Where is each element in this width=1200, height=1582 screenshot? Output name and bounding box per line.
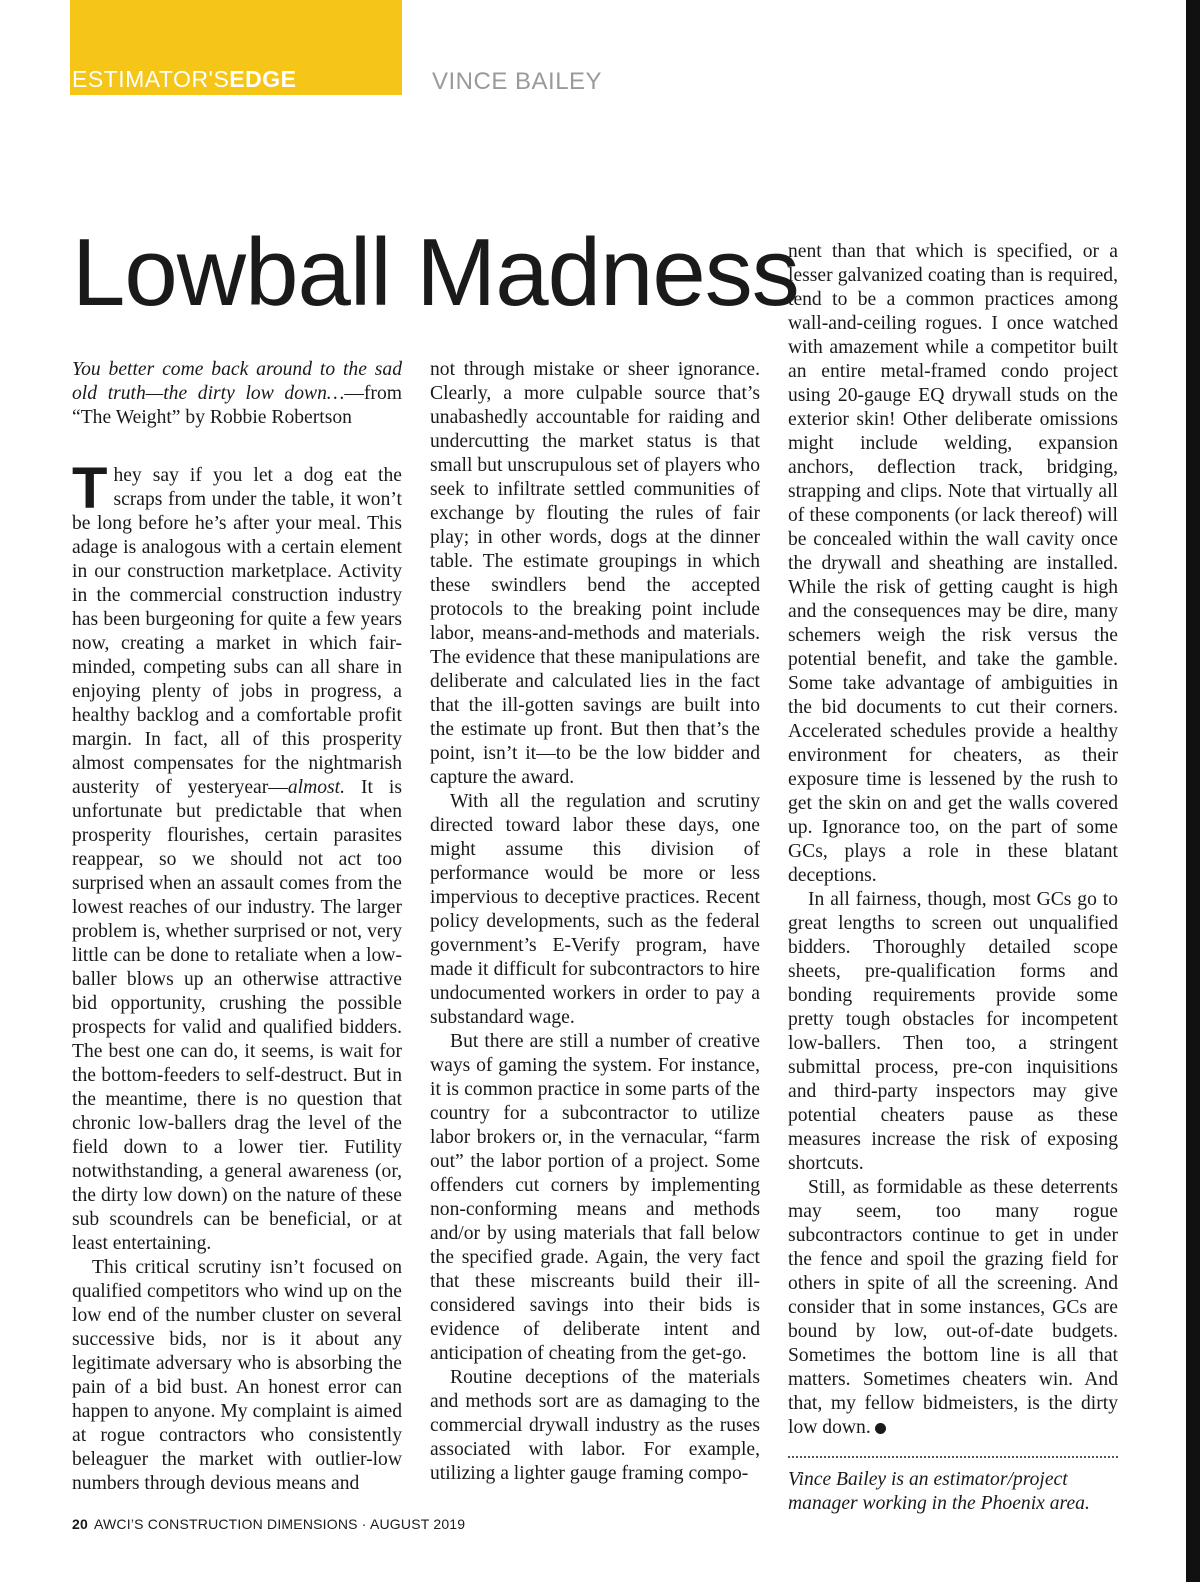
epigraph-attribution: —from “The Weight” by Robbie Robertson [72, 383, 402, 428]
publication-info: AWCI’S CONSTRUCTION DIMENSIONS · AUGUST 2019 [93, 1516, 466, 1532]
paragraph-2-part-1: This critical scrutiny isn’t focused on qualified competitors who wind up on the low end of the number cluster on several successive bids, nor is it about any legitimate adversary who is absorbing the pain of a bid bust. An honest error can happen to anyone. My complaint is aimed at rogue contractors who consistently beleaguer the market with outlier-low numbers through devious means and [72, 1257, 402, 1494]
paragraph-3: With all the regulation and scrutiny directed toward labor these days, one might assume this division of performance would be more or less impervious to deceptive practices. Recent policy developments, such as the federal government’s E-Verify program, have made it difficult for subcontractors to hire undocumented workers in order to pay a substandard wage. [430, 791, 760, 1028]
paragraph-1-end: It is unfortunate but predictable that when prosperity flourishes, certain parasites reappear, so we should not act too surprised when an assault comes from the lowest reaches of our industry. The larger problem is, whether surprised or not, very little can be done to retaliate when a low-baller blows up an otherwise attractive bid opportunity, crushing the possible prospects for valid and qualified bidders. The best one can do, it seems, is wait for the bottom-feeders to self-destruct. But in the meantime, there is no question that chronic low-ballers drag the level of the field down to a lower tier. Futility notwithstanding, a general awareness (or, the dirty low down) on the nature of these sub scoundrels can be beneficial, or at least entertaining. [72, 777, 402, 1254]
paragraph-7-text: Still, as formidable as these deterrents may seem, too many rogue subcontractors continue to get in under the fence and spoil the grazing field for others in spite of all the screening. And consider that in some instances, GCs are bound by low, out-of-date budgets. Sometimes the bottom line is all that matters. Sometimes cheaters win. And that, my fellow bidmeisters, is the dirty low down. [788, 1177, 1118, 1438]
page-edge-bar [1186, 0, 1200, 1582]
author-bio: Vince Bailey is an estimator/project manager working in the Phoenix area. [788, 1469, 1090, 1514]
paragraph-5-part-2: nent than that which is specified, or a lesser galvanized coating than is required, tend to be a common practices among wall-and-ceiling rogues. I once watched with amazement while a competitor built an entire metal-framed condo project using 20-gauge EQ drywall studs on the exterior skin! Other deliberate omissions might include welding, expansion anchors, deflection track, bridging, strapping and clips. Note that virtually all of these components (or lack thereof) will be concealed within the wall cavity once the drywall and sheathing are installed. While the risk of getting caught is high and the consequences may be dire, many schemers weigh the risk versus the potential benefit, and take the gamble. Some take advantage of ambiguities in the bid documents to cut their corners. Accelerated schedules provide a healthy environment for cheaters, as their exposure time is lessened by the rush to get the skin on and get the walls covered up. Ignorance too, on the part of some GCs, plays a role in these blatant deceptions. [788, 241, 1118, 886]
page-number: 20 [72, 1516, 88, 1532]
drop-cap: T [72, 456, 108, 521]
paragraph-4: But there are still a number of creative ways of gaming the system. For instance, it is common practice in some parts of the country for a subcontractor to utilize labor brokers or, in the vernacular, “farm out” the labor portion of a project. Some offenders cut corners by implementing non-conforming means and methods and/or by using materials that fall below the specified grade. Again, the very fact that these miscreants build their ill-considered savings into their bids is evidence of deliberate intent and anticipation of cheating from the get-go. [430, 1031, 760, 1364]
paragraph-7 [788, 1176, 1118, 1440]
epigraph-quote: You better come back around to the sad old truth—the dirty low down… [72, 359, 402, 404]
page-footer [72, 1516, 465, 1532]
bio-divider [788, 1456, 1118, 1458]
end-of-article-bullet-icon [875, 1423, 886, 1434]
department-label-bold: EDGE [229, 66, 297, 92]
department-label [72, 66, 296, 96]
department-label-light: ESTIMATOR'S [72, 66, 230, 92]
column-2 [430, 358, 760, 1486]
paragraph-6: In all fairness, though, most GCs go to great lengths to screen out unqualified bidders. Thoroughly detailed scope sheets, pre-qualification forms and bonding requirements provide some pretty tough obstacles for incompetent low-ballers. Then too, a stringent submittal process, pre-con inquisitions and third-party inspectors may give potential cheaters pause as these measures increase the risk of exposing shortcuts. [788, 889, 1118, 1174]
paragraph-1-start: hey say if you let a dog eat the scraps from under the table, it won’t be long before he’s after your meal. This adage is analogous with a certain element in our construction marketplace. Activity in the commercial construction industry has been burgeoning for quite a few years now, creating a market in which fair-minded, competing subs can all share in enjoying plenty of jobs in progress, a healthy backlog and a comfortable profit margin. In fact, all of this prosperity almost compensates for the nightmarish austerity of yesteryear— [72, 465, 402, 798]
paragraph-2-part-2: not through mistake or sheer ignorance. Clearly, a more culpable source that’s unabashedly accountable for raiding and undercutting the market status is that small but unscrupulous set of players who seek to infiltrate settled communities of exchange by flouting the rules of fair play; in other words, dogs at the dinner table. The estimate groupings in which these swindlers bend the accepted protocols to the breaking point include labor, means-and-methods and materials. The evidence that these manipulations are deliberate and calculated lies in the fact that the ill-gotten savings are built into the estimate up front. But then that’s the point, isn’t it—to be the low bidder and capture the award. [430, 359, 760, 788]
paragraph-1 [72, 456, 402, 1256]
article-title: Lowball Madness [72, 219, 799, 326]
column-3 [788, 240, 1118, 1516]
column-1 [72, 358, 402, 1496]
epigraph [72, 358, 402, 430]
author-byline: VINCE BAILEY [432, 68, 603, 95]
paragraph-5-part-1: Routine deceptions of the materials and methods sort are as damaging to the commercial drywall industry as the ruses associated with labor. For example, utilizing a lighter gauge framing compo- [430, 1367, 760, 1484]
paragraph-1-emphasis: almost. [287, 777, 345, 798]
